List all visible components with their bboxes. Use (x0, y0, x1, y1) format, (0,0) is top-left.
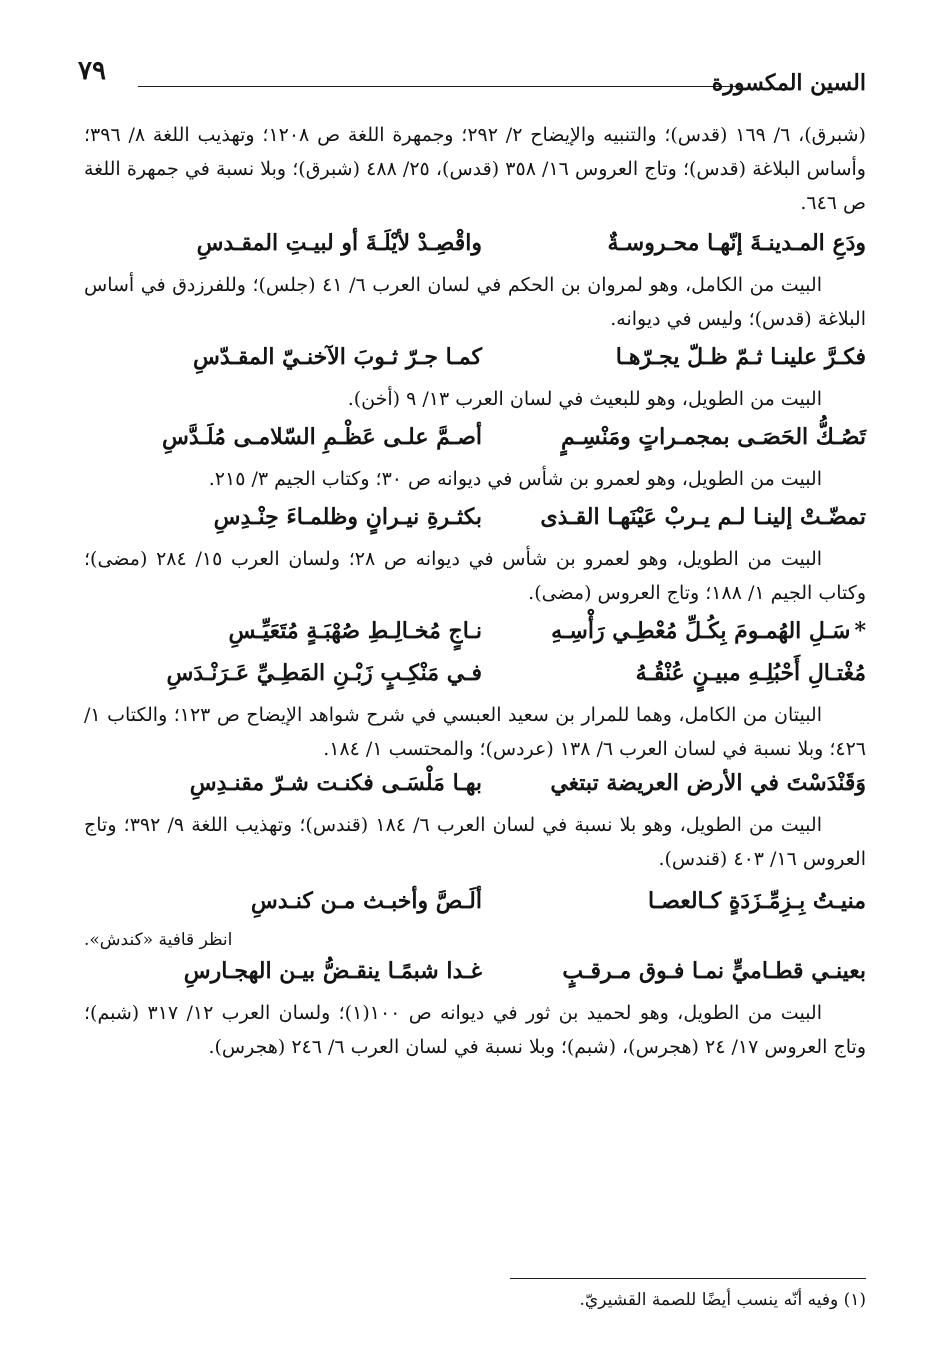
citation-note: (شبرق)، ٦/ ١٦٩ (قدس)؛ والتنبيه والإيضاح ٢/ ٢٩٢؛ وجمهرة اللغة ص ١٢٠٨؛ وتهذيب اللغة ٨/ ٣٩٦؛ وأساس البلاغة (قدس)؛ وتاج العروس ١٦/ ٣٥٨ (قدس)، ٢٥/ ٤٨٨ (شبرق)؛ وبلا نسبة في جمهرة اللغة ص ٦٤٦. (84, 124, 866, 214)
verse-line (84, 954, 866, 996)
citation-note: البيت من الطويل، وهو لحميد بن ثور في ديوانه ص ١٠٠(١)؛ ولسان العرب ١٢/ ٣١٧ (شبم)؛ وتاج العروس ١٧/ ٢٤ (هجرس)، (شبم)؛ وبلا نسبة في لسان العرب ٦/ ٢٤٦ (هجرس). (84, 1002, 866, 1058)
citation-note: البيت من الطويل، وهو لعمرو بن شأس في ديوانه ص ٢٨؛ ولسان العرب ١٥/ ٢٨٤ (مضى)؛ وكتاب الجيم ١/ ١٨٨؛ وتاج العروس (مضى). (84, 548, 866, 604)
footnote-rule (510, 1278, 866, 1279)
running-title: السين المكسورة (711, 70, 866, 96)
verse-line (84, 420, 866, 462)
cross-reference (84, 926, 866, 954)
page-number: ٧٩ (78, 56, 106, 86)
verse-second-hemistich: بهـا مَلْسَـى فكنـت شـرّ مقنـدِسِ (189, 770, 482, 796)
page-content (84, 118, 866, 1064)
verse-first-hemistich: وَقَنْدَسْتَ في الأرض العريضة تبتغي (550, 770, 866, 796)
verse-second-hemistich: واقْصِـدْ لأيْلَـةَ أو لبيـتِ المقـدسِ (196, 230, 482, 256)
verse-first-hemistich: مُغْتـالِ أَحْبُلِـهِ مبيـنٍ عُنْقُـهُ (635, 660, 866, 686)
verse-first-hemistich: ودَعِ المـدينـةَ إنّهـا محـروسـةٌ (607, 230, 866, 256)
verse-first-hemistich: فكـرَّ علينـا ثـمّ ظـلّ يجـرّهـا (615, 344, 866, 370)
verse-line (84, 884, 866, 926)
cross-reference-text: انظر قافية «كندش». (84, 930, 233, 950)
verse-star-marker: * (854, 618, 866, 644)
verse-second-hemistich: بكثـرةِ نيـرانٍ وظلمـاءَ حِنْـدِسِ (213, 504, 482, 530)
verse-first-hemistich: بعينـي قطـاميٍّ نمـا فـوق مـرقـبٍ (562, 958, 866, 984)
verse-line (84, 500, 866, 542)
page-header (78, 56, 866, 100)
verse-line (84, 340, 866, 382)
verse-line (84, 766, 866, 808)
verse-second-hemistich: غـدا شبمًـا ينقـضُّ بيـن الهجـارسِ (183, 958, 482, 984)
verse-first-hemistich-text: سَـلِ الهُمـومَ بِكُـلِّ مُعْطِـي رَأْسِـهِ (551, 618, 851, 644)
verse-line (84, 656, 866, 698)
citation-note: البيت من الكامل، وهو لمروان بن الحكم في لسان العرب ٦/ ٤١ (جلس)؛ وللفرزدق في أساس البلاغة (قدس)؛ وليس في ديوانه. (84, 274, 866, 330)
footnote: (١) وفيه أنّه ينسب أيضًا للصمة القشيريّ. (579, 1290, 866, 1310)
verse-first-hemistich: تمضّـتْ إلينـا لـم يـربْ عَيْنَهـا القـذى (540, 504, 866, 530)
citation-note: البيت من الطويل، وهو للبعيث في لسان العرب ١٣/ ٩ (أخن). (347, 388, 822, 410)
citation-note: البيت من الطويل، وهو لعمرو بن شأس في ديوانه ص ٣٠؛ وكتاب الجيم ٣/ ٢١٥. (208, 468, 822, 490)
verse-first-hemistich (551, 618, 866, 644)
verse-line (84, 226, 866, 268)
verse-first-hemistich: تَصُـكُّ الحَصَـى بمجمـراتٍ ومَنْسِـمٍ (561, 424, 866, 450)
verse-second-hemistich: فـي مَنْكِـبٍ زَبْـنِ المَطِـيِّ عَـرَنْـدَسِ (166, 660, 482, 686)
citation-note: البيت من الطويل، وهو بلا نسبة في لسان العرب ٦/ ١٨٤ (قندس)؛ وتهذيب اللغة ٩/ ٣٩٢؛ وتاج العروس ١٦/ ٤٠٣ (قندس). (84, 814, 866, 870)
verse-second-hemistich: ألَـصَّ وأخبـث مـن كنـدسِ (250, 888, 482, 914)
verse-second-hemistich: أصـمَّ علـى عَظْـمِ السّلامـى مُلَـدَّسِ (161, 424, 482, 450)
verse-line (84, 614, 866, 656)
verse-second-hemistich: كمـا جـرّ ثـوبَ الآخنـيّ المقـدّسِ (193, 344, 482, 370)
header-rule (138, 86, 740, 87)
verse-second-hemistich: نـاجٍ مُخـالِـطِ صُهْبَـةٍ مُتَعَيِّـسِ (228, 618, 482, 644)
citation-note: البيتان من الكامل، وهما للمرار بن سعيد العبسي في شرح شواهد الإيضاح ص ١٢٣؛ والكتاب ١/ ٤٢٦؛ وبلا نسبة في لسان العرب ٦/ ١٣٨ (عردس)؛ والمحتسب ١/ ١٨٤. (84, 704, 866, 760)
verse-first-hemistich: منيـتُ بِـزِمِّـزَدَةٍ كـالعصـا (648, 888, 866, 914)
